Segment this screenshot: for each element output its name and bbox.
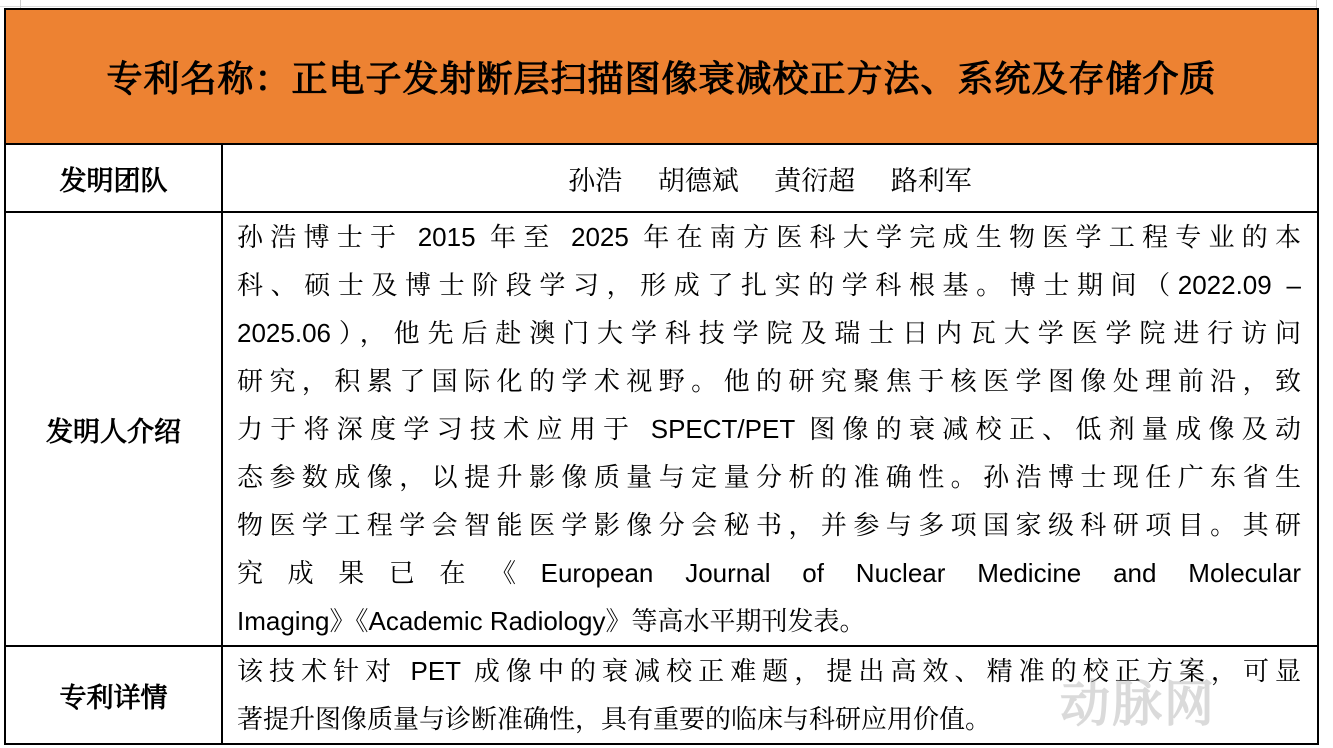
member-name: 孙浩 — [568, 165, 623, 196]
text-line: 研究，积累了国际化的学术视野。他的研究聚焦于核医学图像处理前沿，致 — [237, 366, 1302, 396]
intro-text — [222, 212, 1318, 646]
intro-label: 发明人介绍 — [5, 212, 222, 646]
intro-row — [5, 212, 1318, 646]
text-line: 究成果已在《European Journal of Nuclear Medicine and Molecular — [237, 558, 1302, 588]
text-line: 态参数成像，以提升影像质量与定量分析的准确性。孙浩博士现任广东省生 — [237, 462, 1302, 492]
team-members — [222, 144, 1318, 212]
member-name: 黄衍超 — [774, 165, 856, 196]
margin-marker — [20, 0, 21, 8]
text-line: 科、硕士及博士阶段学习，形成了扎实的学科根基。博士期间（2022.09 – — [237, 270, 1302, 300]
margin-marker — [1316, 0, 1317, 8]
text-line: 力于将深度学习技术应用于 SPECT/PET 图像的衰减校正、低剂量成像及动 — [237, 414, 1302, 444]
team-row — [5, 144, 1318, 212]
text-line: 孙浩博士于 2015 年至 2025 年在南方医科大学完成生物医学工程专业的本 — [237, 222, 1302, 252]
patent-title: 专利名称：正电子发射断层扫描图像衰减校正方法、系统及存储介质 — [5, 9, 1318, 144]
text-line: Imaging》《Academic Radiology》等高水平期刊发表。 — [237, 606, 866, 636]
text-line: 物医学工程学会智能医学影像分会秘书，并参与多项国家级科研项目。其研 — [237, 510, 1302, 540]
text-line: 著提升图像质量与诊断准确性，具有重要的临床与科研应用价值。 — [237, 704, 992, 734]
patent-table — [4, 8, 1319, 745]
title-row — [5, 9, 1318, 144]
team-label: 发明团队 — [5, 144, 222, 212]
member-name: 路利军 — [890, 165, 972, 196]
text-line: 2025.06），他先后赴澳门大学科技学院及瑞士日内瓦大学医学院进行访问 — [237, 318, 1302, 348]
text-line: 该技术针对 PET 成像中的衰减校正难题，提出高效、精准的校正方案，可显 — [237, 656, 1302, 686]
member-name: 胡德斌 — [657, 165, 739, 196]
watermark-logo: 动脉网 — [1060, 676, 1216, 732]
detail-label: 专利详情 — [5, 646, 222, 744]
page-edge — [0, 6, 1316, 7]
